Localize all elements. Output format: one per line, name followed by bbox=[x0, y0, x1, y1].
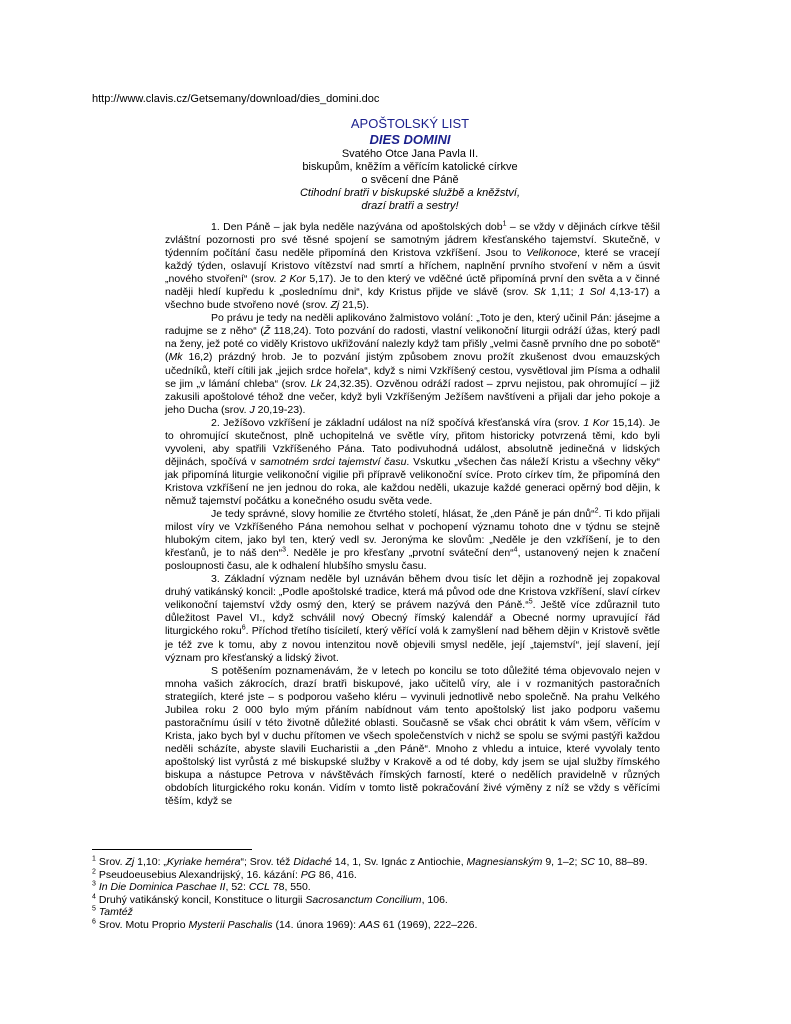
text-run: , 52: bbox=[225, 881, 249, 894]
footnote-number: 6 bbox=[92, 918, 96, 926]
italic-text: samotném srdci tajemství času bbox=[259, 455, 407, 468]
text-run: 21,5). bbox=[339, 299, 370, 312]
text-run: , které se vracejí každý týden, oslavují Kristovo vítězství nad smrtí a hříchem, naplnění prvního stvoření v něm a úsvit „nového stvoření“ (srov. bbox=[165, 247, 661, 286]
header-topic: o svěcení dne Páně bbox=[361, 174, 459, 186]
body-paragraph bbox=[165, 508, 660, 573]
italic-text: Sk bbox=[533, 286, 546, 299]
italic-text: Kyriake heméra bbox=[166, 856, 241, 868]
footnote bbox=[92, 869, 712, 882]
body-paragraph bbox=[165, 417, 660, 508]
text-run: Druhý vatikánský koncil, Konstituce o liturgii bbox=[98, 893, 306, 906]
italic-text: Lk bbox=[310, 377, 322, 390]
text-run: 1,10: „ bbox=[134, 856, 167, 868]
text-run: 9, 1–2; bbox=[542, 856, 581, 868]
footnotes bbox=[92, 856, 712, 932]
italic-text: Tamtéž bbox=[98, 906, 133, 919]
text-run: Srov. Motu Proprio bbox=[98, 918, 189, 931]
italic-text: Mk bbox=[168, 351, 183, 364]
document-subtitle: DIES DOMINI bbox=[369, 132, 451, 147]
footnote-ref: 5 bbox=[528, 598, 533, 606]
text-run: 4,13-17) a všechno bude stvořeno nové (srov. bbox=[165, 286, 660, 312]
italic-text: Zj bbox=[125, 856, 135, 868]
footnote-number: 4 bbox=[92, 893, 96, 901]
italic-text: CCL bbox=[248, 881, 270, 894]
text-run: Pseudoeusebius Alexandrijský, 16. kázání: bbox=[98, 868, 301, 881]
footnote-ref: 4 bbox=[513, 546, 518, 554]
text-run: 2. Ježíšovo vzkříšení je základní událost na níž spočívá křesťanská víra (srov. bbox=[211, 416, 584, 429]
text-run: 15,14). Je to ohromující skutečnost, plně uchopitelná ve světle víry, přitom historicky potvrzená těmi, kdo byli vyvoleni, aby spatřili Vzkříšeného Pána. Tato podivuhodná událost, absolutně jedinečná v lidských dějinách, spočívá v bbox=[165, 416, 660, 468]
italic-text: AAS bbox=[358, 918, 380, 931]
text-run: 16,2) prázdný hrob. Je to pozvání jistým způsobem znovu prožít zkušenost dvou emauzských učedníků, kteří cítili jak „jejich srdce hořela“, když s nimi Vzkříšený cestou, vysvětloval jim Písma a odhalil se jim „v lámání chleba“ (srov. bbox=[165, 351, 660, 390]
document-title: APOŠTOLSKÝ LIST bbox=[350, 116, 470, 131]
text-run: 1. Den Páně – jak byla neděle nazývána od apoštolských dob bbox=[211, 221, 503, 233]
text-run: “; Srov. též bbox=[240, 856, 294, 868]
text-run: 61 (1969), 222–226. bbox=[379, 918, 478, 931]
footnote-ref: 2 bbox=[594, 507, 599, 515]
text-run: 3. Základní význam neděle byl uznáván během dvou tisíc let dějin a rozhodně jej zopakoval druhý vatikánský koncil: „Podle apoštolské tradice, která má původ ode dne Kristova vzkříšení, slaví církev velikonoční tajemství vždy osmý den, který se právem nazývá den Páně.“ bbox=[165, 573, 660, 612]
text-run: . Neděle je pro křesťany „prvotní sváteční den“ bbox=[286, 547, 514, 560]
footnote-ref: 3 bbox=[282, 546, 287, 554]
text-run: 24,32.35). Ozvěnou odráží radost – zprvu nejistou, pak ohromující – již zakusili apoštolové téhož dne večer, když byli Vzkříšeným Ježíšem navštíveni a přijali dar jeho pokoje a jeho Ducha (srov. bbox=[165, 377, 660, 416]
text-run: 118,24). Toto pozvání do radosti, vlastní velikonoční liturgii odráží úžas, který padl na ženy, jež poté co viděly Kristovo ukřižování nalezly když tam přišly „velmi časně prvního dne po sobotě“ ( bbox=[165, 325, 660, 364]
letter-body bbox=[165, 221, 660, 808]
italic-text: Velikonoce bbox=[526, 247, 578, 260]
footnote-number: 3 bbox=[92, 880, 96, 888]
text-run: 20,19-23). bbox=[254, 403, 306, 416]
footnote-number: 5 bbox=[92, 905, 96, 913]
text-run: 86, 416. bbox=[315, 868, 357, 881]
text-run: 10, 88–89. bbox=[594, 856, 648, 868]
text-run: 14, 1, Sv. Ignác z Antiochie, bbox=[331, 856, 467, 868]
footnote bbox=[92, 894, 712, 907]
footnote bbox=[92, 906, 712, 919]
italic-text: 1 Kor bbox=[583, 416, 610, 429]
footnote bbox=[92, 856, 712, 869]
text-run: – se vždy v dějinách církve těšil zvláštní pozornosti pro své těsné spojení se samotným jádrem křesťanského tajemství. Skutečně, v týdenním počítání času neděle připomíná den Kristova vzkříšení. Jsou to bbox=[165, 221, 660, 260]
header-salutation-1: Ctihodní bratři v biskupské službě a kněžství, bbox=[299, 187, 521, 199]
source-url: http://www.clavis.cz/Getsemany/download/dies_domini.doc bbox=[92, 93, 380, 105]
italic-text: PG bbox=[300, 868, 316, 881]
text-run: , ustanovený nejen k značení posloupnosti času, ale k odhalení hlubšího smyslu času. bbox=[165, 547, 660, 573]
italic-text: SC bbox=[580, 856, 595, 868]
header-salutation-2: drazí bratři a sestry! bbox=[361, 200, 459, 212]
text-run: Je tedy správné, slovy homilie ze čtvrtého století, hlásat, že „den Páně je pán dnů“ bbox=[211, 508, 595, 521]
italic-text: Magnesianským bbox=[466, 856, 543, 868]
letter-header bbox=[160, 116, 660, 213]
italic-text: Zj bbox=[330, 299, 340, 312]
footnote bbox=[92, 919, 712, 932]
footnote-number: 2 bbox=[92, 868, 96, 876]
text-run: S potěšením poznamenávám, že v letech po koncilu se toto důležité téma objevovalo nejen v mnoha vašich zákrocích, drazí bratři biskupové, jako učitelů víry, ale i v rozmanitých pastoračních strategiích, které jste – s podporou vašeho kléru – vyvinuli jednotlivě nebo společně. Na prahu Velkého Jubilea roku 2 000 bylo mým přáním nabídnout vám tento apoštolský list jako podporu vašemu pastoračnímu úsilí v této životně důležité oblasti. Současně se však chci obrátit k vám všem, věřícím v Krista, jako bych byl v duchu přítomen ve všech společenstvích v nichž se spolu se svými pastýři každou neděli scházíte, abyste slavili Eucharistii a „den Páně“. Mnoho z vhledu a intuice, které vyvolaly tento apoštolský list vyrůstá z mé biskupské služby v Krakově a od té doby, kdy jsem se ujal služby římského biskupa a nástupce Petrova v návštěvách římských farností, které o nedělích pravidelně v různých obdobích liturgického roku konán. Vidím v tomto listě pokračování živé výměny z níž se vždy s věřícími těším, když se bbox=[165, 664, 660, 808]
header-addressees: biskupům, kněžím a věřícím katolické církve bbox=[302, 161, 518, 173]
italic-text: Didaché bbox=[293, 856, 332, 868]
body-paragraph bbox=[165, 665, 660, 809]
text-run: (14. února 1969): bbox=[272, 918, 359, 931]
italic-text: J bbox=[249, 403, 255, 416]
text-run: 5,17). Je to den který ve vděčné úctě připomíná první den světa a v činné naději hledí kupředu k „poslednímu dni“, kdy Kristus přijde ve slávě (srov. bbox=[165, 273, 660, 299]
italic-text: 2 Kor bbox=[280, 273, 306, 286]
header-author: Svatého Otce Jana Pavla II. bbox=[341, 148, 479, 160]
text-run: 1,11; bbox=[545, 286, 579, 299]
footnote bbox=[92, 881, 712, 894]
italic-text: Sacrosanctum Concilium bbox=[305, 893, 422, 906]
text-run: , 106. bbox=[421, 893, 448, 906]
text-run: . Příchod třetího tisíciletí, který věřící volá k zamyšlení nad během dějin v Kristově světle je též zve k tomu, aby z novou intenzitou nově objevili smysl neděle, její „tajemství“, její slavení, její význam pro křesťanský a lidský život. bbox=[165, 625, 660, 664]
italic-text: In Die Dominica Paschae II bbox=[98, 881, 226, 894]
italic-text: Mysterii Paschalis bbox=[188, 918, 273, 931]
footnote-number: 1 bbox=[92, 855, 96, 863]
text-run: 78, 550. bbox=[269, 881, 311, 894]
text-run: Srov. bbox=[98, 856, 126, 868]
text-run: . Ti kdo přijali milost víry ve Vzkříšeného Pána nemohou selhat v pochopení významu tohoto dne v týdnu se stejně hlubokým citem, jako byl ten, který vedl sv. Jeronýma ke slovům: „Neděle je den vzkříšení, je to den křesťanů, je to náš den“ bbox=[165, 508, 660, 560]
body-paragraph bbox=[165, 312, 660, 416]
italic-text: Ž bbox=[263, 325, 271, 338]
footnote-ref: 6 bbox=[241, 624, 246, 632]
footnote-divider bbox=[92, 849, 252, 850]
text-run: . Vskutku „všechen čas náleží Kristu a všechny věky“ jak připomíná liturgie velikonoční vigilie při přípravě velikonoční svíce. Proto církev tím, že připomíná den Kristova vzkříšení ne jen jednou do roka, ale každou neděli, ukazuje každé generaci opěrný bod dějin, k němuž tajemství počátku a konečného osudu světa vede. bbox=[165, 455, 660, 507]
body-paragraph bbox=[165, 221, 660, 312]
italic-text: 1 Sol bbox=[578, 286, 605, 299]
body-paragraph bbox=[165, 573, 660, 664]
text-run: Po právu je tedy na neděli aplikováno žalmistovo volání: „Toto je den, který učinil Pán: jásejme a radujme se z něho“ ( bbox=[165, 312, 660, 338]
text-run: . Ještě více zdůraznil tuto důležitost Pavel VI., když schválil nový Obecný římský kalendář a Obecné normy upravující řád liturgického roku bbox=[165, 599, 660, 638]
footnote-ref: 1 bbox=[502, 220, 507, 228]
